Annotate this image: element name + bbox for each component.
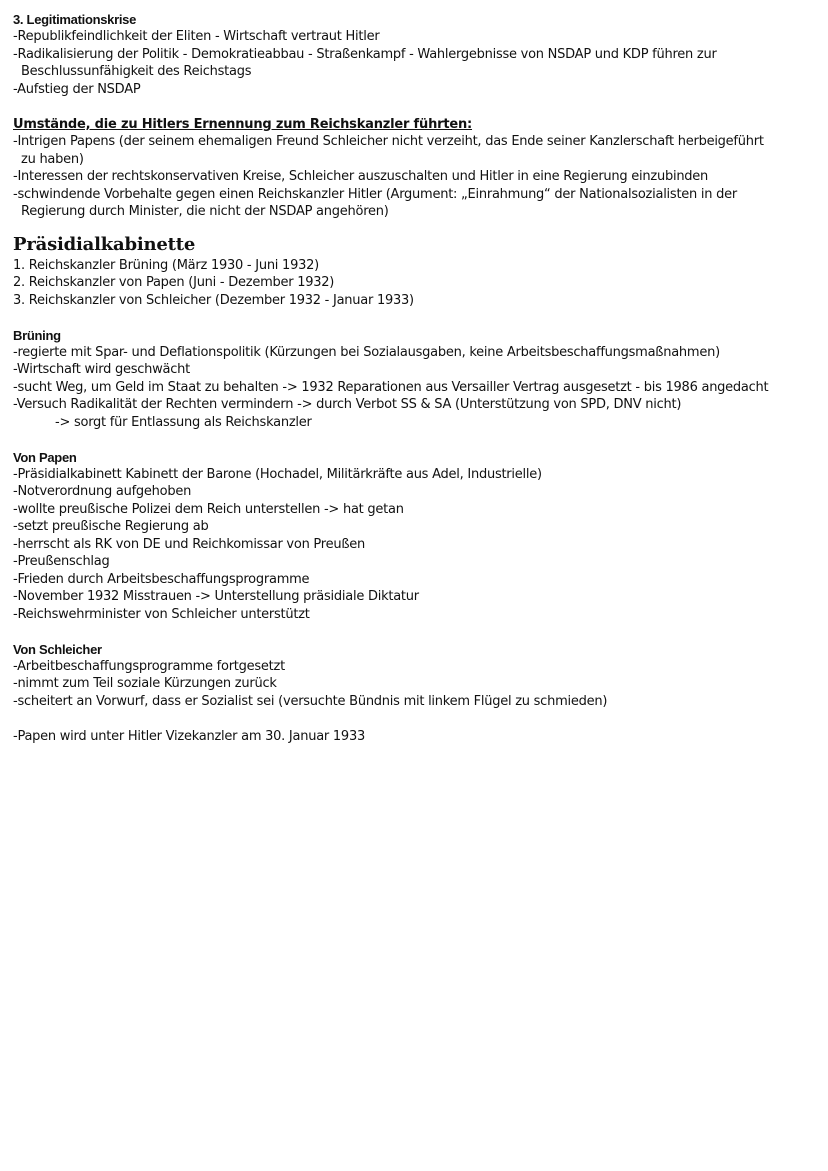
bullet-line: -regierte mit Spar- und Deflationspolitik (Kürzungen bei Sozialausgaben, keine Arbeitsbeschaffungsmaßnahmen): [13, 344, 720, 360]
section-heading: 3. Legitimationskrise: [13, 12, 137, 27]
bullet-line: -herrscht als RK von DE und Reichkomissar von Preußen: [13, 536, 366, 552]
closing-note: -Papen wird unter Hitler Vizekanzler am 30. Januar 1933: [13, 728, 365, 744]
bullet-line: -Präsidialkabinett Kabinett der Barone (Hochadel, Militärkräfte aus Adel, Industrielle): [13, 466, 542, 482]
numbered-line: 2. Reichskanzler von Papen (Juni - Dezember 1932): [13, 275, 335, 290]
section-heading: Brüning: [13, 327, 61, 343]
bullet-line: -wollte preußische Polizei dem Reich unterstellen -> hat getan: [13, 501, 404, 517]
section-praesidialkabinette: [13, 233, 813, 310]
bullet-line: -Versuch Radikalität der Rechten vermindern -> durch Verbot SS & SA (Unterstützung von SPD, DNV nicht): [13, 397, 682, 412]
bullet-line: -Frieden durch Arbeitsbeschaffungsprogramme: [13, 571, 310, 587]
bullet-line: -nimmt zum Teil soziale Kürzungen zurück: [13, 676, 277, 691]
bullet-line: -Radikalisierung der Politik - Demokratieabbau - Straßenkampf - Wahlergebnisse von NSDAP und KDP führen zur: [13, 46, 717, 62]
bullet-line: -Notverordnung aufgehoben: [13, 484, 192, 499]
bullet-line: -scheitert an Vorwurf, dass er Sozialist sei (versuchte Bündnis mit linkem Flügel zu schmieden): [13, 693, 608, 709]
bullet-line: -Intrigen Papens (der seinem ehemaligen Freund Schleicher nicht verzeiht, das Ende seiner Kanzlerschaft herbeigeführt: [13, 134, 764, 149]
bullet-line-continuation: Beschlussunfähigkeit des Reichstags: [21, 64, 252, 79]
bullet-line: -sucht Weg, um Geld im Staat zu behalten -> 1932 Reparationen aus Versailler Vertrag ausgesetzt - bis 1986 angedacht: [13, 379, 769, 395]
bullet-line: -Wirtschaft wird geschwächt: [13, 362, 190, 377]
bullet-line: -Republikfeindlichkeit der Eliten - Wirtschaft vertraut Hitler: [13, 29, 380, 44]
bullet-line-continuation: zu haben): [21, 151, 84, 167]
bullet-line: -setzt preußische Regierung ab: [13, 519, 209, 534]
document-page: [13, 11, 813, 745]
bullet-line: -Arbeitbeschaffungsprogramme fortgesetzt: [13, 658, 285, 674]
section-heading: Von Schleicher: [13, 641, 102, 657]
bullet-line: -Preußenschlag: [13, 554, 110, 569]
numbered-line: 1. Reichskanzler Brüning (März 1930 - Juni 1932): [13, 257, 319, 273]
bullet-line: -Reichswehrminister von Schleicher unterstützt: [13, 606, 310, 622]
section-heading: Umstände, die zu Hitlers Ernennung zum Reichskanzler führten:: [13, 116, 473, 132]
bullet-line: -Aufstieg der NSDAP: [13, 81, 141, 97]
bullet-line: -schwindende Vorbehalte gegen einen Reichskanzler Hitler (Argument: „Einrahmung“ der Nationalsozialisten in der: [13, 186, 737, 202]
section-heading: Von Papen: [13, 449, 77, 465]
section-umstaende: [13, 116, 813, 221]
bullet-line: -Interessen der rechtskonservativen Kreise, Schleicher auszuschalten und Hitler in eine Regierung einzubinden: [13, 169, 709, 184]
section-legitimationskrise: [13, 11, 813, 98]
section-title: Präsidialkabinette: [13, 233, 196, 255]
section-von-papen: [13, 449, 813, 624]
bullet-line-continuation: Regierung durch Minister, die nicht der NSDAP angehören): [21, 204, 389, 219]
section-bruening: [13, 327, 813, 432]
bullet-line: -November 1932 Misstrauen -> Unterstellung präsidiale Diktatur: [13, 589, 419, 604]
section-von-schleicher: [13, 641, 813, 711]
arrow-line: -> sorgt für Entlassung als Reichskanzler: [55, 414, 312, 430]
numbered-line: 3. Reichskanzler von Schleicher (Dezember 1932 - Januar 1933): [13, 292, 414, 308]
